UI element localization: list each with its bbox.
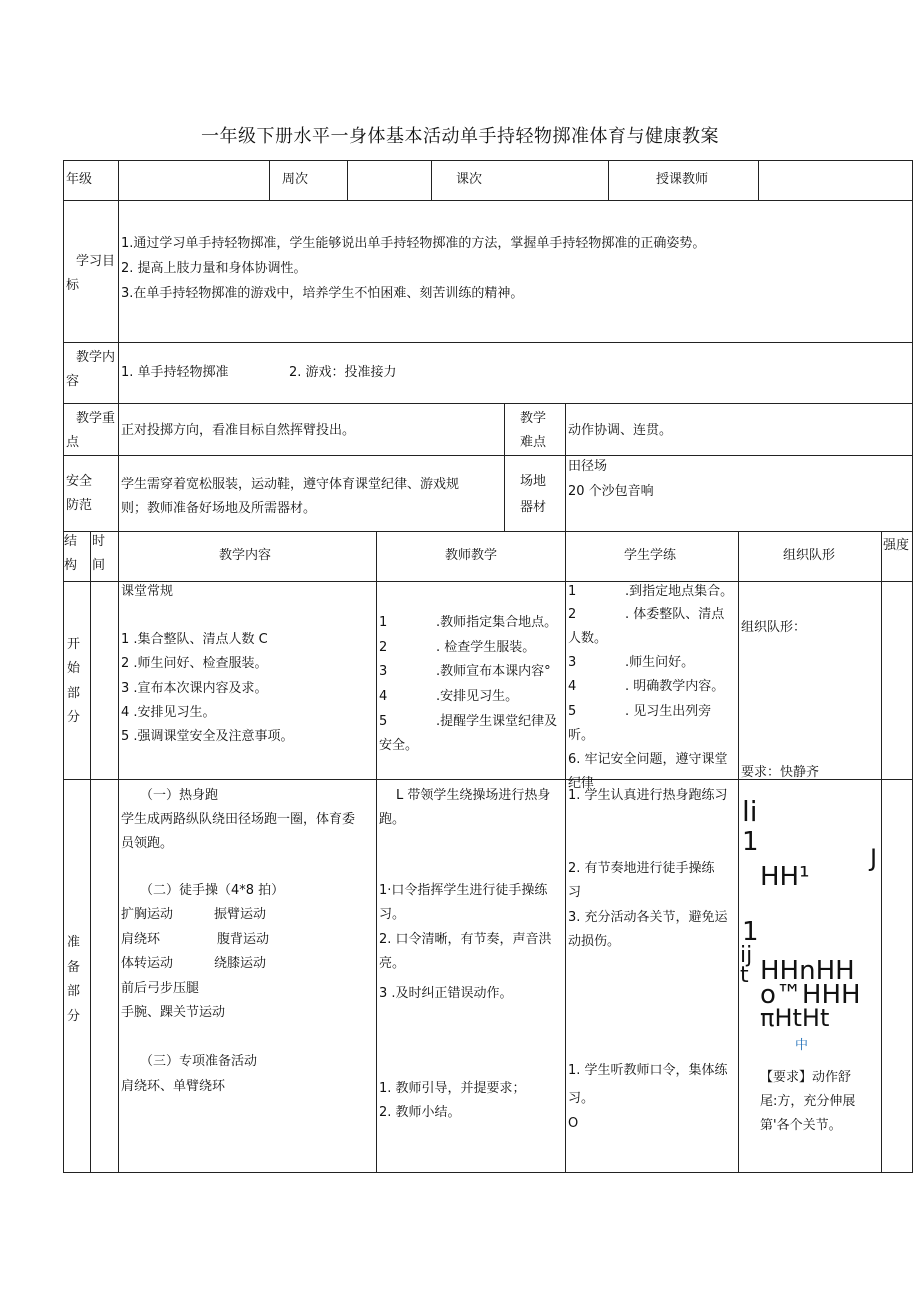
safety-line: 则；教师准备好场地及所需器材。 — [121, 501, 317, 516]
teacher-step-num: 1 — [379, 615, 388, 630]
safety-label-a: 安全 — [66, 474, 93, 489]
student-step-num: 4 — [568, 679, 577, 694]
content-item-1: 1. 单手持轻物掷准 — [121, 365, 229, 380]
exercise-item: 肩绕环 — [121, 932, 161, 947]
student-step-num: 1 — [568, 584, 577, 599]
formation-glyph: t — [740, 963, 749, 988]
section-label-char: 分 — [67, 1009, 81, 1024]
col-formation: 组织队形 — [783, 548, 836, 563]
formation-glyph: HHnHH — [760, 956, 855, 986]
formation-glyph: o™HHH — [760, 980, 861, 1010]
exercise-item: 腹背运动 — [217, 932, 270, 947]
start-content-line: 2 .师生问好、检查服装。 — [121, 656, 268, 671]
student-step: .到指定地点集合。 — [625, 584, 734, 599]
special-prep-title: （三）专项准备活动 — [140, 1054, 258, 1069]
student-prep-line: 2. 有节奏地进行徒手操练 — [568, 861, 715, 876]
col-structure-b: 构 — [64, 558, 78, 573]
teacher-prep-line: 跑。 — [379, 812, 406, 827]
col-content: 教学内容 — [219, 548, 272, 563]
objectives-label-a: 学习目 — [76, 254, 116, 269]
formation-requirement: 要求：快静齐 — [741, 765, 820, 780]
grade-label: 年级 — [66, 172, 93, 187]
teacher-step: .提醒学生课堂纪律及 — [436, 714, 558, 729]
keypoints-text: 正对投掷方向，看准目标自然挥臂投出。 — [121, 423, 356, 438]
venue-line: 20 个沙包音响 — [568, 484, 654, 499]
teacher-label: 授课教师 — [656, 172, 709, 187]
student-prep-line: 动损伤。 — [568, 934, 621, 949]
formation-req-line: 尾:方，充分伸展 — [760, 1094, 856, 1109]
col-student: 学生学练 — [624, 548, 677, 563]
safety-line: 学生需穿着宽松服装，运动鞋，遵守体育课堂纪律、游戏规 — [121, 477, 460, 492]
col-time-b: 间 — [92, 558, 106, 573]
student-step-num: 3 — [568, 655, 577, 670]
teacher-step-num: 2 — [379, 640, 388, 655]
keypoints-label-b: 点 — [66, 435, 80, 450]
student-prep-line: 习。 — [568, 1091, 595, 1106]
teacher-step-num: 4 — [379, 689, 388, 704]
teacher-prep-line: 1. 教师引导，并提要求； — [379, 1081, 526, 1096]
page-title: 一年级下册水平一身体基本活动单手持轻物掷准体育与健康教案 — [201, 126, 719, 147]
student-step-num: 2 — [568, 607, 577, 622]
exercise-item: 体转运动 — [121, 956, 174, 971]
section-label-char: 部 — [67, 686, 81, 701]
difficulty-label-a: 教学 — [520, 411, 547, 426]
objective-item: 3.在单手持轻物掷准的游戏中，培养学生不怕困难、刻苦训练的精神。 — [121, 286, 524, 301]
section-label-char: 准 — [67, 935, 81, 950]
student-prep-line: 1. 学生认真进行热身跑练习 — [568, 788, 728, 803]
free-exercise-title: （二）徒手操（4*8 拍） — [140, 883, 285, 898]
formation-glyph: πHtHt — [760, 1004, 830, 1032]
formation-label: 组织队形： — [741, 620, 807, 635]
start-content-line: 5 .强调课堂安全及注意事项。 — [121, 729, 294, 744]
lesson-label: 课次 — [456, 172, 483, 187]
start-content-line: 4 .安排见习生。 — [121, 705, 216, 720]
keypoints-label-a: 教学重 — [76, 411, 116, 426]
section-label-char: 开 — [67, 637, 81, 652]
exercise-item: 绕膝运动 — [214, 956, 267, 971]
safety-label-b: 防范 — [66, 498, 93, 513]
teacher-prep-line: 1·口令指挥学生进行徒手操练 — [379, 883, 548, 898]
section-label-char: 始 — [67, 661, 81, 676]
teacher-prep-line: 2. 教师小结。 — [379, 1105, 461, 1120]
teacher-step: .安排见习生。 — [436, 689, 519, 704]
content-item-2: 2. 游戏：投准接力 — [289, 365, 397, 380]
student-prep-line: 习 — [568, 885, 582, 900]
student-step-6: 6. 牢记安全问题，遵守课堂 — [568, 752, 728, 767]
warmup-line: 员领跑。 — [121, 836, 174, 851]
student-step-num: 5 — [568, 704, 577, 719]
teacher-prep-line: 习。 — [379, 907, 406, 922]
formation-glyph: HH¹ — [760, 862, 810, 892]
objective-item: 2. 提高上肢力量和身体协调性。 — [121, 261, 307, 276]
difficulty-label-b: 难点 — [520, 435, 547, 450]
formation-center-mark: 中 — [795, 1038, 809, 1053]
student-step-6-cut: 纪律 — [568, 776, 595, 791]
formation-glyph: J — [870, 844, 878, 872]
formation-glyph: 1 — [742, 917, 759, 947]
warmup-line: 学生成两路纵队绕田径场跑一圈，体育委 — [121, 812, 356, 827]
objective-item: 1.通过学习单手持轻物掷准，学生能够说出单手持轻物掷准的方法，掌握单手持轻物掷准的正确姿势。 — [121, 236, 706, 251]
start-content-line: 3 .宣布本次课内容及求。 — [121, 681, 268, 696]
venue-label-b: 器材 — [520, 500, 547, 515]
teacher-prep-line: 3 .及时纠正错误动作。 — [379, 986, 513, 1001]
student-step-cont: 听。 — [568, 728, 595, 743]
week-label: 周次 — [282, 172, 309, 187]
teacher-step: .教师指定集合地点。 — [436, 615, 558, 630]
student-prep-line: O — [568, 1116, 579, 1131]
content-label-b: 容 — [66, 374, 80, 389]
exercise-item: 手腕、踝关节运动 — [121, 1005, 226, 1020]
section-label-char: 备 — [67, 960, 81, 975]
exercise-item: 前后弓步压腿 — [121, 981, 200, 996]
teacher-step-num: 5 — [379, 714, 388, 729]
teacher-prep-line: 2. 口令清晰，有节奏，声音洪 — [379, 932, 552, 947]
start-content-line: 课堂常规 — [121, 584, 174, 599]
formation-req-line: 第'各个关节。 — [760, 1118, 842, 1133]
student-prep-line: 3. 充分活动各关节，避免运 — [568, 910, 728, 925]
formation-req-line: 【要求】动作舒 — [760, 1070, 852, 1085]
formation-glyph: 1 — [742, 827, 759, 857]
teacher-step: .教师宣布本课内容° — [436, 664, 551, 679]
section-label-char: 分 — [67, 710, 81, 725]
warmup-title: （一）热身跑 — [140, 788, 219, 803]
student-step-cont: 人数。 — [568, 631, 608, 646]
exercise-item: 振臂运动 — [214, 907, 267, 922]
section-label-char: 部 — [67, 984, 81, 999]
start-content-line: 1 .集合整队、清点人数 C — [121, 632, 268, 647]
col-time-a: 时 — [92, 534, 106, 549]
content-label-a: 教学内 — [76, 350, 116, 365]
venue-line: 田径场 — [568, 459, 608, 474]
col-structure-a: 结 — [64, 534, 78, 549]
student-step: .师生问好。 — [625, 655, 695, 670]
teacher-prep-line: 亮。 — [379, 956, 406, 971]
teacher-step: . 检查学生服装。 — [436, 640, 536, 655]
col-intensity: 强度 — [883, 538, 910, 553]
difficulty-text: 动作协调、连贯。 — [568, 423, 673, 438]
formation-glyph: ij — [740, 943, 753, 968]
student-step: . 见习生出列旁 — [625, 704, 712, 719]
venue-label-a: 场地 — [520, 474, 547, 489]
exercise-item: 扩胸运动 — [121, 907, 174, 922]
teacher-step-tail: 安全。 — [379, 738, 419, 753]
student-prep-line: 1. 学生听教师口令，集体练 — [568, 1063, 728, 1078]
objectives-label-b: 标 — [66, 278, 80, 293]
teacher-step-num: 3 — [379, 664, 388, 679]
teacher-prep-line: L 带领学生绕操场进行热身 — [396, 788, 551, 803]
formation-glyph: li — [742, 795, 758, 828]
special-prep-text: 肩绕环、单臂绕环 — [121, 1079, 226, 1094]
student-step: . 明确教学内容。 — [625, 679, 725, 694]
student-step: . 体委整队、清点 — [625, 607, 725, 622]
col-teacher: 教师教学 — [445, 548, 498, 563]
